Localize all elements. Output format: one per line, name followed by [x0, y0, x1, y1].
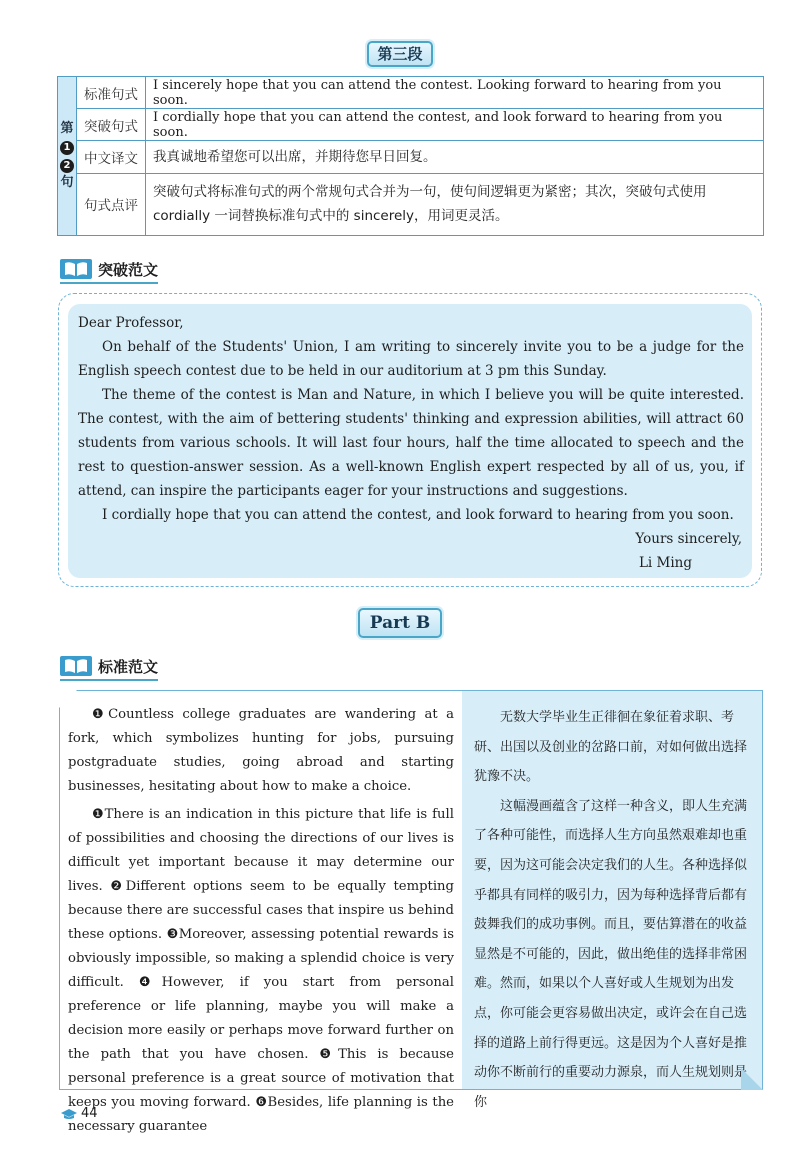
book-icon [60, 656, 92, 676]
row-label: 中文译文 [77, 141, 146, 173]
sentence-comparison-table [57, 76, 764, 236]
book-icon [60, 259, 92, 279]
row-text: I cordially hope that you can attend the contest, and look forward to hearing from you soon. [146, 109, 764, 141]
row-text: 突破句式将标准句式的两个常规句式合并为一句，使句间逻辑更为紧密；其次，突破句式使用 cordially 一词替换标准句式中的 sincerely，用词更灵活。 [146, 173, 764, 235]
letter-paragraph-1: On behalf of the Students' Union, I am writing to sincerely invite you to be a judge for the English speech contest due to be held in our auditorium at 3 pm this Sunday. [78, 339, 744, 379]
table-side-label: 第 1 2 句 [58, 77, 77, 236]
section-tag-third-paragraph: 第三段 [367, 41, 433, 67]
letter-paragraph-2: The theme of the contest is Man and Nature, in which I believe you will be quite interested. The contest, with the aim of bettering students' thinking and expression abilities, will attract 60 students from various schools. It will last four hours, half the time allocated to speech and the rest to question-answer session. As a well-known English expert respected by all of us, you, if attend, can inspire the participants eager for your instructions and suggestions. [78, 387, 744, 499]
row-label: 标准句式 [77, 77, 146, 109]
graduation-cap-icon [60, 1108, 78, 1120]
standard-essay-heading: 标准范文 [60, 655, 158, 681]
essay-chinese-panel [462, 691, 762, 1110]
essay-english [68, 703, 454, 1139]
row-label: 突破句式 [77, 109, 146, 141]
essay-en-paragraph-2: ❶There is an indication in this picture that life is full of possibilities and choosing the directions of our lives is difficult yet important because it may determine our lives. ❷Different options seem to be equally tempting because there are successful cases that inspire us behind these options. ❸Moreover, assessing potential rewards is obviously impossible, so making a splendid choice is very difficult. ❹However, if you start from personal preference or life planning, maybe you will make a decision more easily or perhaps move forward further on the path that you have chosen. ❺This is because personal preference is a great source of motivation that keeps you moving forward. ❻Besides, life planning is the necessary guarantee [68, 807, 454, 1134]
letter-paragraph-3: I cordially hope that you can attend the contest, and look forward to hearing from you soon. [102, 507, 734, 523]
row-label: 句式点评 [77, 173, 146, 235]
part-b-tag: Part B [358, 608, 442, 638]
essay-en-paragraph-1: ❶Countless college graduates are wandering at a fork, which symbolizes hunting for jobs, pursuing postgraduate studies, going abroad and starting businesses, hesitating about how to make a choice. [68, 707, 454, 794]
letter-signature: Li Ming [638, 555, 692, 571]
row-text: I sincerely hope that you can attend the contest. Looking forward to hearing from you soon. [146, 77, 764, 109]
essay-zh-paragraph-1: 无数大学毕业生正徘徊在象征着求职、考研、出国以及创业的岔路口前，对如何做出选择犹豫不决。 [474, 710, 748, 785]
breakthrough-essay-heading: 突破范文 [60, 258, 158, 284]
letter-salutation: Dear Professor, [78, 315, 184, 331]
page-number: 44 [60, 1106, 98, 1121]
letter-closing: Yours sincerely, [635, 531, 742, 547]
letter-text [78, 311, 744, 575]
essay-zh-paragraph-2: 这幅漫画蕴含了这样一种含义，即人生充满了各种可能性，而选择人生方向虽然艰难却也重要，因为这可能会决定我们的人生。各种选择似乎都具有同样的吸引力，因为每种选择背后都有鼓舞我们的成功事例。而且，要估算潜在的收益显然是不可能的，因此，做出绝佳的选择非常困难。然而，如果以个人喜好或人生规划为出发点，你可能会更容易做出决定，或许会在自己选择的道路上前行得更远。这是因为个人喜好是推动你不断前行的重要动力源泉，而人生规划则是你 [474, 798, 748, 1110]
page-fold-decoration [741, 1068, 763, 1090]
sentence-number-2: 2 [60, 159, 74, 173]
row-text: 我真诚地希望您可以出席，并期待您早日回复。 [146, 141, 764, 173]
sentence-number-1: 1 [60, 141, 74, 155]
